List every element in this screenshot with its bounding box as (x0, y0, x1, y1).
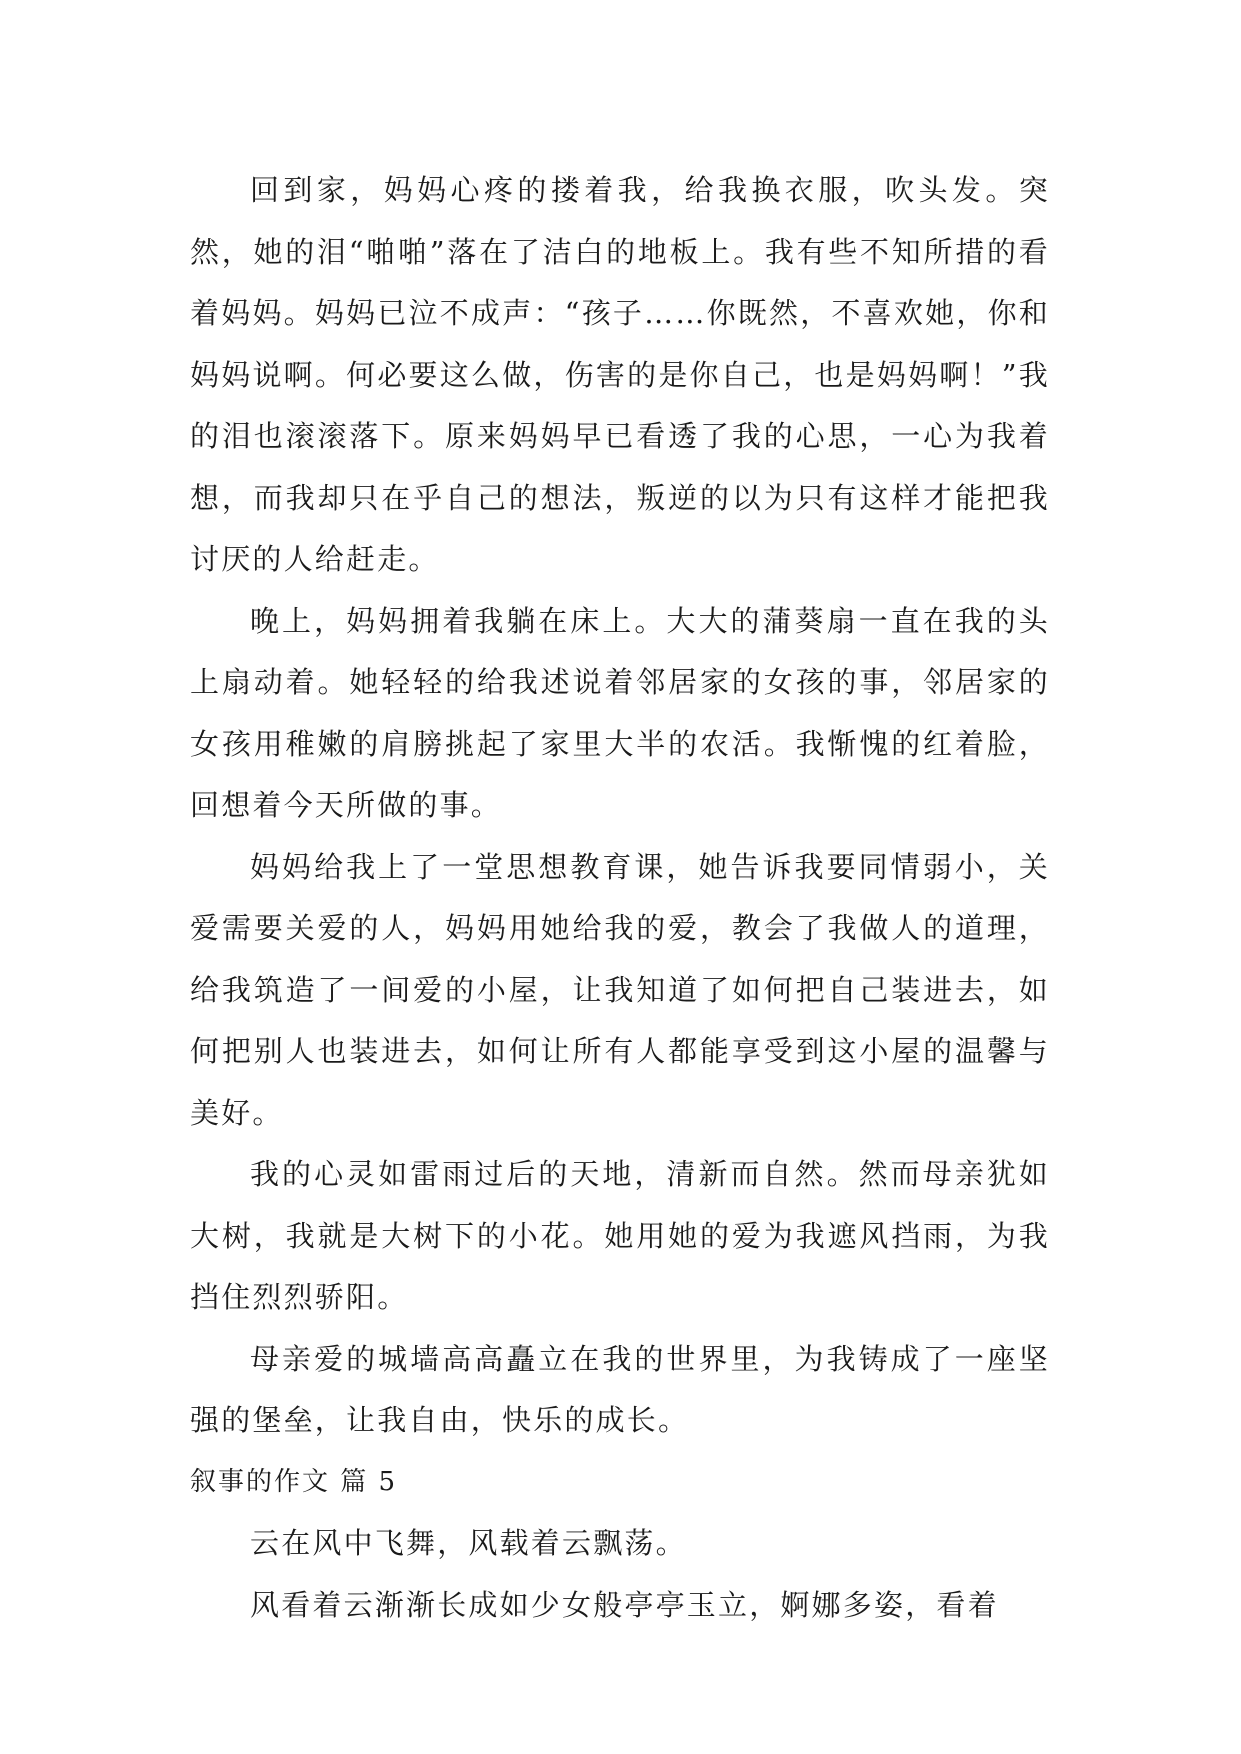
paragraph: 晚上，妈妈拥着我躺在床上。大大的蒲葵扇一直在我的头上扇动着。她轻轻的给我述说着邻居家的女孩的事，邻居家的女孩用稚嫩的肩膀挑起了家里大半的农活。我惭愧的红着脸，回想着今天所做的事。 (190, 603, 1050, 822)
document-body (190, 160, 1050, 1636)
paragraph: 妈妈给我上了一堂思想教育课，她告诉我要同情弱小，关爱需要关爱的人，妈妈用她给我的爱，教会了我做人的道理，给我筑造了一间爱的小屋，让我知道了如何把自己装进去，如何把别人也装进去，如何让所有人都能享受到这小屋的温馨与美好。 (190, 849, 1050, 1130)
paragraph: 母亲爱的城墙高高矗立在我的世界里，为我铸成了一座坚强的堡垒，让我自由，快乐的成长。 (190, 1341, 1050, 1437)
paragraph: 云在风中飞舞，风载着云飘荡。 (250, 1526, 687, 1560)
paragraph: 我的心灵如雷雨过后的天地，清新而自然。然而母亲犹如大树，我就是大树下的小花。她用她的爱为我遮风挡雨，为我挡住烈烈骄阳。 (190, 1157, 1050, 1314)
section-heading: 叙事的作文 篇 5 (190, 1466, 398, 1497)
paragraph: 回到家，妈妈心疼的搂着我，给我换衣服，吹头发。突然，她的泪“啪啪”落在了洁白的地板上。我有些不知所措的看着妈妈。妈妈已泣不成声：“孩子……你既然，不喜欢她，你和妈妈说啊。何必要这么做，伤害的是你自己，也是妈妈啊！”我的泪也滚滚落下。原来妈妈早已看透了我的心思，一心为我着想，而我却只在乎自己的想法，叛逆的以为只有这样才能把我讨厌的人给赶走。 (190, 173, 1050, 576)
paragraph: 风看着云渐渐长成如少女般亭亭玉立，婀娜多姿，看着 (250, 1587, 999, 1622)
